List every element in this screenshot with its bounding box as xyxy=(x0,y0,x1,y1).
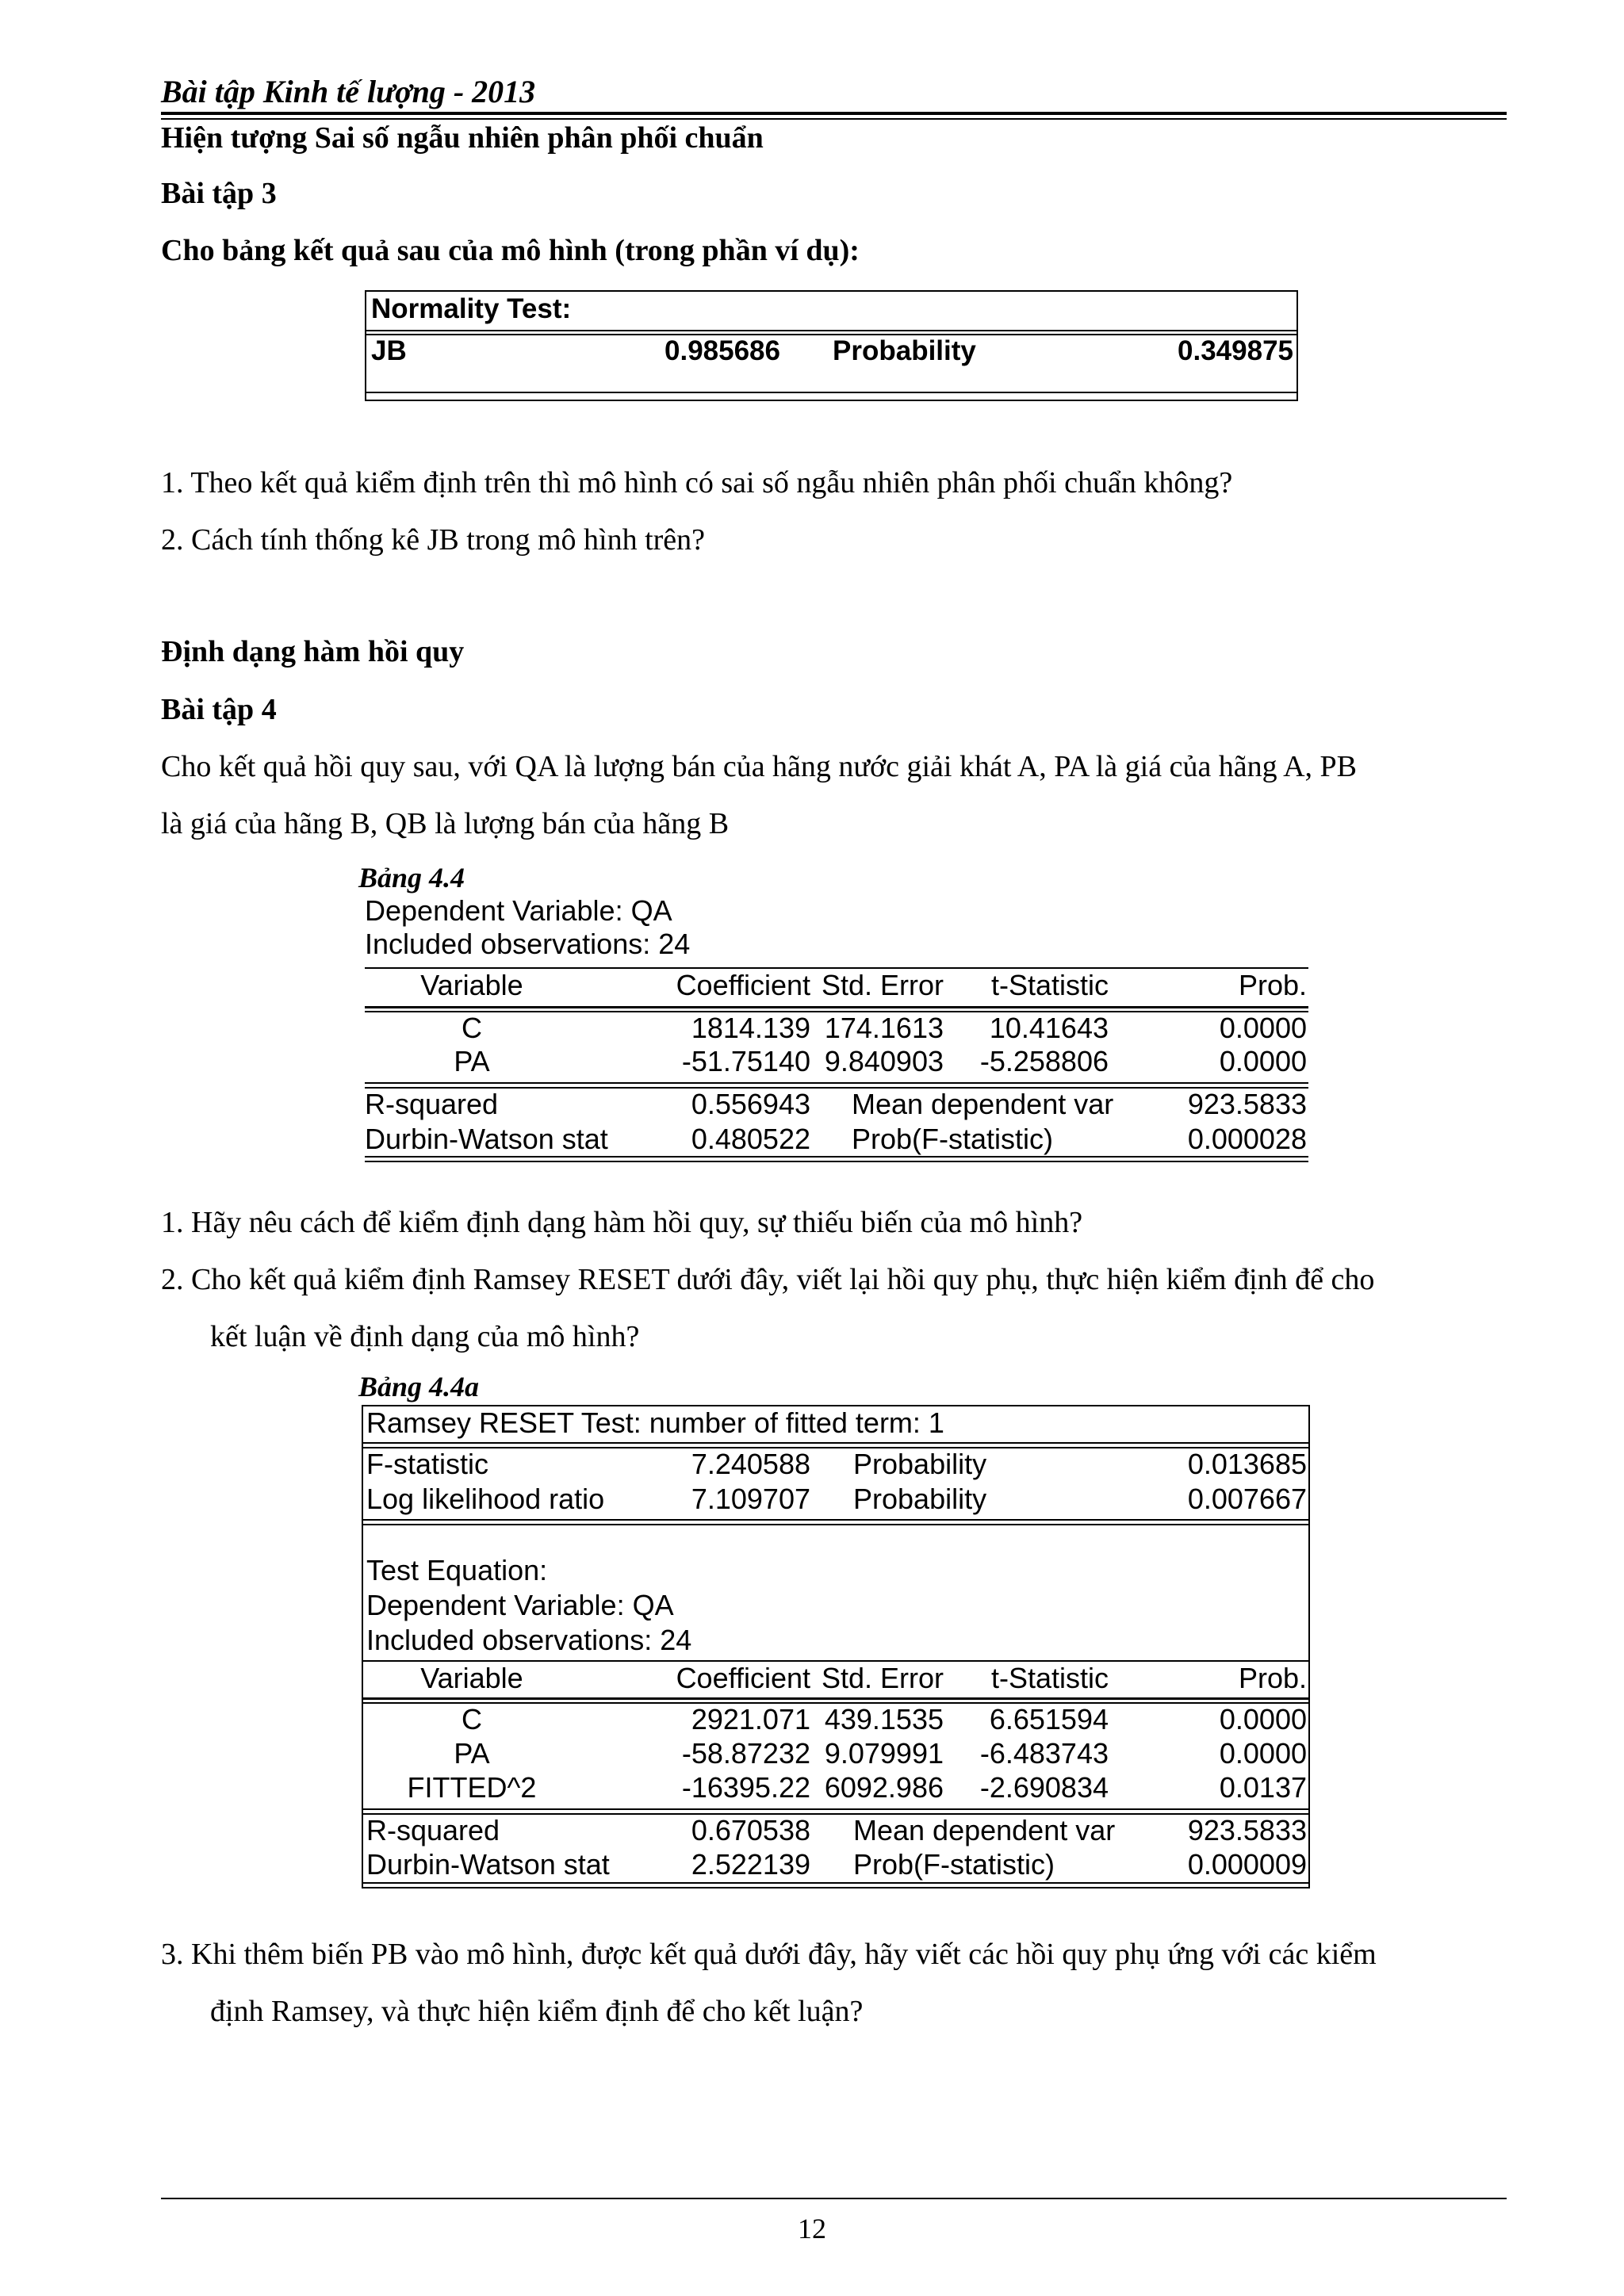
dependent-variable: Dependent Variable: QA xyxy=(366,1589,674,1621)
table-cell: 9.840903 xyxy=(824,1045,944,1077)
table-cell: -6.483743 xyxy=(979,1737,1109,1770)
column-header: Std. Error xyxy=(821,969,944,1001)
table-cell: C xyxy=(462,1703,482,1735)
header-title: Bài tập Kinh tế lượng - 2013 xyxy=(161,74,536,109)
page-number: 12 xyxy=(798,2213,826,2244)
included-observations: Included observations: 24 xyxy=(365,928,691,960)
stat-value: 0.556943 xyxy=(691,1088,810,1120)
stat-label: R-squared xyxy=(365,1088,499,1120)
stat-label: R-squared xyxy=(366,1814,500,1846)
table-cell: -51.75140 xyxy=(681,1045,810,1077)
table-4-4a xyxy=(362,1405,1310,1890)
table-cell: 0.0000 xyxy=(1219,1045,1307,1077)
exercise-4-question-3 xyxy=(161,1926,1509,2040)
test-prob-value: 0.007667 xyxy=(1187,1483,1307,1515)
table-cell: 6.651594 xyxy=(989,1703,1109,1735)
table-cell: 0.0000 xyxy=(1219,1737,1307,1770)
probability-label: Probability xyxy=(833,335,976,366)
table-cell: 9.079991 xyxy=(824,1737,944,1770)
table-cell: 6092.986 xyxy=(824,1771,944,1804)
table-cell: 0.0137 xyxy=(1219,1771,1307,1804)
table-cell: -58.87232 xyxy=(681,1737,810,1770)
column-header: t-Statistic xyxy=(990,969,1109,1001)
stat-label: Mean dependent var xyxy=(853,1814,1116,1846)
stat-value: 0.670538 xyxy=(691,1814,810,1846)
column-header: Coefficient xyxy=(676,969,810,1001)
exercise-4-intro-line-2: là giá của hãng B, QB là lượng bán của hãng B xyxy=(161,807,730,840)
test-value: 7.240588 xyxy=(691,1448,810,1480)
column-header: t-Statistic xyxy=(990,1662,1109,1694)
exercise-3-intro: Cho bảng kết quả sau của mô hình (trong phần ví dụ): xyxy=(161,234,860,267)
question-3-line-1: 3. Khi thêm biến PB vào mô hình, được kết quả dưới đây, hãy viết các hồi quy phụ ứng với các kiểm xyxy=(161,1938,1377,1971)
test-label: F-statistic xyxy=(366,1448,489,1480)
section-heading-functional-form: Định dạng hàm hồi quy xyxy=(161,635,465,668)
table-cell: FITTED^2 xyxy=(407,1771,537,1804)
probability-value: 0.349875 xyxy=(1178,335,1293,366)
table-cell: -16395.22 xyxy=(681,1771,810,1804)
table-cell: -2.690834 xyxy=(979,1771,1109,1804)
exercise-4-question-1: 1. Hãy nêu cách để kiểm định dạng hàm hồi quy, sự thiếu biến của mô hình? xyxy=(161,1206,1083,1239)
stat-label: Mean dependent var xyxy=(852,1088,1114,1120)
test-prob-value: 0.013685 xyxy=(1187,1448,1307,1480)
test-prob-label: Probability xyxy=(853,1448,987,1480)
exercise-4-intro-line-1: Cho kết quả hồi quy sau, với QA là lượng bán của hãng nước giải khát A, PA là giá của hãng A, PB xyxy=(161,750,1357,783)
column-header: Coefficient xyxy=(676,1662,810,1694)
table-4-4 xyxy=(365,894,1308,1164)
test-label: Log likelihood ratio xyxy=(366,1483,605,1515)
table-cell: 439.1535 xyxy=(824,1703,944,1735)
header-rule xyxy=(161,112,1507,115)
normality-title: Normality Test: xyxy=(371,293,572,324)
stat-value: 2.522139 xyxy=(691,1848,810,1881)
column-header: Std. Error xyxy=(821,1662,944,1694)
table-cell: 174.1613 xyxy=(824,1012,944,1044)
exercise-3-title: Bài tập 3 xyxy=(161,177,277,210)
table-cell: C xyxy=(462,1012,482,1044)
stat-value: 923.5833 xyxy=(1187,1088,1307,1120)
stat-value: 0.480522 xyxy=(691,1123,810,1155)
test-value: 7.109707 xyxy=(691,1483,810,1515)
question-3-line-2: định Ramsey, và thực hiện kiểm định để cho kết luận? xyxy=(210,1995,864,2028)
table-cell: 0.0000 xyxy=(1219,1703,1307,1735)
exercise-4-title: Bài tập 4 xyxy=(161,693,277,726)
stat-value: 923.5833 xyxy=(1187,1814,1307,1846)
table-cell: 1814.139 xyxy=(691,1012,810,1044)
table-cell: PA xyxy=(454,1737,490,1770)
footer-rule xyxy=(161,2198,1507,2199)
exercise-3-question-2: 2. Cách tính thống kê JB trong mô hình trên? xyxy=(161,523,706,557)
stat-value: 0.000009 xyxy=(1187,1848,1307,1881)
table-cell: PA xyxy=(454,1045,490,1077)
jb-label: JB xyxy=(371,335,407,366)
included-observations: Included observations: 24 xyxy=(366,1624,692,1656)
section-heading-normality: Hiện tượng Sai số ngẫu nhiên phân phối chuẩn xyxy=(161,121,764,155)
dependent-variable: Dependent Variable: QA xyxy=(365,894,672,927)
table-cell: 10.41643 xyxy=(989,1012,1109,1044)
test-prob-label: Probability xyxy=(853,1483,987,1515)
stat-label: Prob(F-statistic) xyxy=(853,1848,1055,1881)
table-cell: 0.0000 xyxy=(1219,1012,1307,1044)
table-4-4a-caption: Bảng 4.4a xyxy=(358,1371,480,1402)
test-equation-title: Test Equation: xyxy=(366,1554,548,1586)
exercise-3-question-1: 1. Theo kết quả kiểm định trên thì mô hình có sai số ngẫu nhiên phân phối chuẩn không? xyxy=(161,466,1233,499)
table-cell: 2921.071 xyxy=(691,1703,810,1735)
question-2-line-2: kết luận về định dạng của mô hình? xyxy=(210,1320,640,1353)
header-rule-thin xyxy=(161,118,1507,120)
stat-label: Prob(F-statistic) xyxy=(852,1123,1054,1155)
column-header: Prob. xyxy=(1238,969,1307,1001)
column-header: Prob. xyxy=(1238,1662,1307,1694)
jb-value: 0.985686 xyxy=(665,335,780,366)
column-header: Variable xyxy=(420,1662,523,1694)
normality-test-box xyxy=(365,290,1298,401)
ramsey-title: Ramsey RESET Test: number of fitted term: 1 xyxy=(366,1406,944,1439)
stat-label: Durbin-Watson stat xyxy=(366,1848,610,1881)
exercise-4-question-2 xyxy=(161,1251,1509,1365)
column-header: Variable xyxy=(420,969,523,1001)
table-cell: -5.258806 xyxy=(979,1045,1109,1077)
stat-label: Durbin-Watson stat xyxy=(365,1123,608,1155)
question-2-line-1: 2. Cho kết quả kiểm định Ramsey RESET dưới đây, viết lại hồi quy phụ, thực hiện kiểm định để cho xyxy=(161,1263,1375,1296)
stat-value: 0.000028 xyxy=(1187,1123,1307,1155)
table-4-4-caption: Bảng 4.4 xyxy=(358,862,465,894)
